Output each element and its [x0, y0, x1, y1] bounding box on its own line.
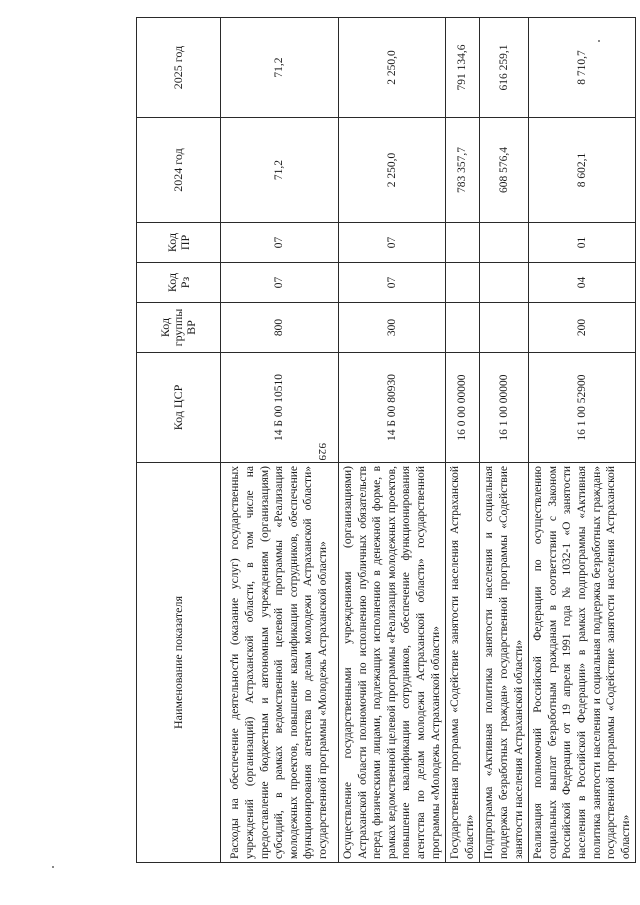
scan-speck — [52, 866, 54, 868]
header-vr: Код группы ВР — [137, 303, 221, 353]
row-rz — [480, 263, 529, 303]
row-name: Осуществление государственными учреждениями (организациями) Астраханской области полномочий по исполнению публичных обязательств перед физическими лицами, подлежащих исполнению в денежной форме, в рамках ведомственной целевой программы «Реализация молодежных проектов, повышение квалификации сотрудников, обеспечение функционирования агентства по делам молодежи Астраханской области» государственной программы «Молодежь Астраханской области» — [339, 463, 446, 863]
row-pr: 01 — [529, 223, 636, 263]
row-rz: 07 — [339, 263, 446, 303]
row-vr: 300 — [339, 303, 446, 353]
table-row — [446, 18, 480, 863]
table-row — [339, 18, 446, 863]
row-vr — [446, 303, 480, 353]
page-number: 929 — [316, 443, 328, 461]
header-pr: Код ПР — [137, 223, 221, 263]
row-vr: 200 — [529, 303, 636, 353]
row-name: Государственная программа «Содействие занятости населения Астраханской области» — [446, 463, 480, 863]
header-2025: 2025 год — [137, 18, 221, 118]
rotated-table-container — [136, 18, 632, 863]
row-csr: 14 Б 00 10510 — [221, 353, 339, 463]
row-vr — [480, 303, 529, 353]
row-2025: 71,2 — [221, 18, 339, 118]
row-2025: 616 259,1 — [480, 18, 529, 118]
row-name: Реализация полномочий Российской Федерации по осуществлению социальных выплат безработным гражданам в соответствии с Законом Российской Федерации от 19 апреля 1991 года № 1032-1 «О занятости населения в Российской Федерации» в рамках подпрограммы «Активная политика занятости населения и социальная поддержка безработных граждан» государственной программы «Содействие занятости населения Астраханской области» — [529, 463, 636, 863]
table-row — [221, 18, 339, 863]
header-rz: Код Рз — [137, 263, 221, 303]
row-pr: 07 — [221, 223, 339, 263]
row-2024: 783 357,7 — [446, 118, 480, 223]
row-rz: 04 — [529, 263, 636, 303]
row-2024: 608 576,4 — [480, 118, 529, 223]
header-2024: 2024 год — [137, 118, 221, 223]
row-name: Подпрограмма «Активная политика занятости населения и социальная поддержка безработных граждан» государственной программы «Содействие занятости населения Астраханской области» — [480, 463, 529, 863]
row-rz — [446, 263, 480, 303]
row-rz: 07 — [221, 263, 339, 303]
row-csr: 16 0 00 00000 — [446, 353, 480, 463]
row-2025: 8 710,7 — [529, 18, 636, 118]
row-vr: 800 — [221, 303, 339, 353]
header-csr: Код ЦСР — [137, 353, 221, 463]
row-pr — [480, 223, 529, 263]
row-pr: 07 — [339, 223, 446, 263]
row-2024: 71,2 — [221, 118, 339, 223]
row-csr: 16 1 00 00000 — [480, 353, 529, 463]
row-2025: 791 134,6 — [446, 18, 480, 118]
row-csr: 16 1 00 52900 — [529, 353, 636, 463]
budget-table — [136, 17, 636, 863]
row-2025: 2 250,0 — [339, 18, 446, 118]
row-2024: 2 250,0 — [339, 118, 446, 223]
table-row — [480, 18, 529, 863]
header-name: Наименование показателя — [137, 463, 221, 863]
row-2024: 8 602,1 — [529, 118, 636, 223]
row-csr: 14 Б 00 80930 — [339, 353, 446, 463]
table-row — [529, 18, 636, 863]
row-pr — [446, 223, 480, 263]
row-name: Расходы на обеспечение деятельности (оказание услуг) государственных учреждений (организаций) Астраханской области, в том числе на предоставление бюджетным и автономным учреждениям (организациям) субсидий, в рамках ведомственной целевой программы «Реализация молодежных проектов, повышение квалификации сотрудников, обеспечение функционирования агентства по делам молодежи Астраханской области» государственной программы «Молодежь Астраханской области» — [221, 463, 339, 863]
header-row — [137, 18, 221, 863]
